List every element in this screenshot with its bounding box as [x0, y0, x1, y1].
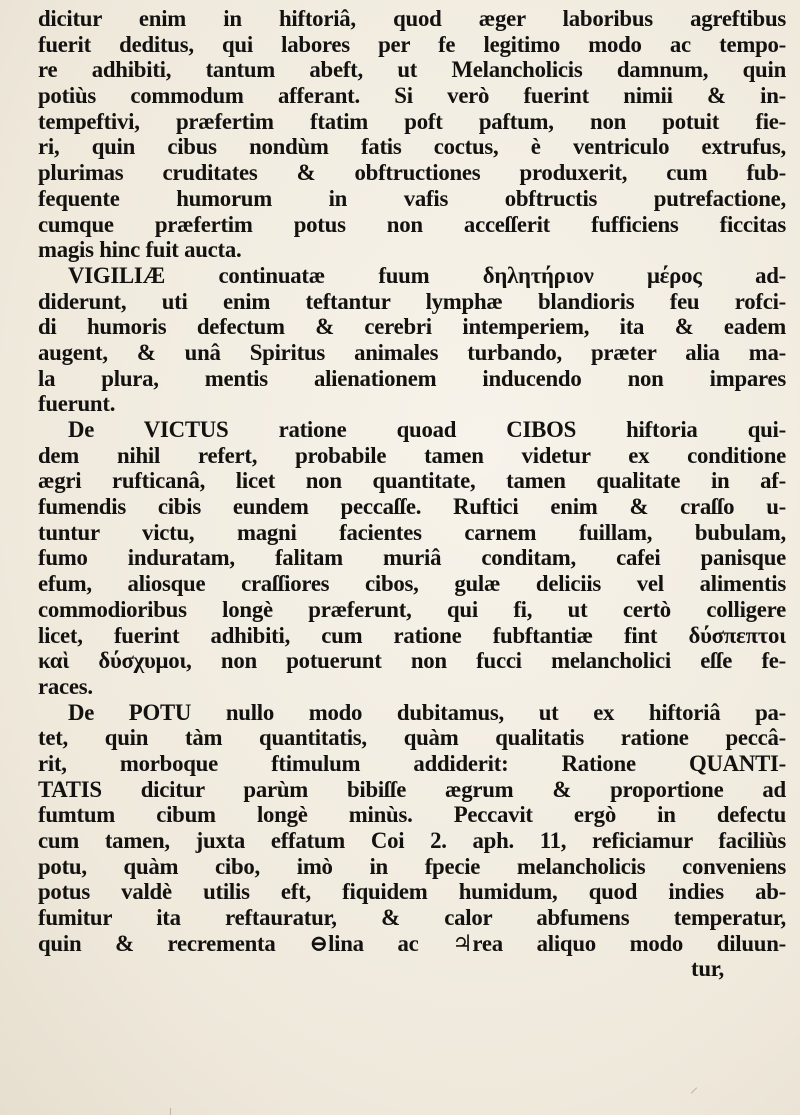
text-line: fequente humorum in vafis obftructis putrefactione,	[38, 185, 786, 211]
text-line: tempeftivi, præfertim ftatim poft paftum, non potuit fie-	[38, 108, 786, 134]
text-line: cum tamen, juxta effatum Coi 2. aph. 11, reficiamur faciliùs	[38, 828, 786, 853]
text-line: re adhibiti, tantum abeft, ut Melancholicis damnum, quin	[38, 57, 786, 83]
text-line: dicitur enim in hiftoriâ, quod æger laboribus agreftibus	[38, 6, 786, 31]
text-line: fumendis cibis eundem peccaſſe. Ruftici enim & craſſo u-	[38, 494, 786, 520]
paragraph-vigiliae	[38, 263, 786, 417]
text-line: plurimas cruditates & obftructiones produxerit, cum fub-	[38, 160, 786, 186]
text-line: commodioribus longè præferunt, qui fi, ut certò colligere	[38, 596, 786, 622]
text-line: races.	[38, 673, 93, 699]
paragraph-victus-cibos	[38, 417, 786, 700]
catchword: tur,	[691, 956, 724, 982]
text-line: fuerit deditus, qui labores per fe legitimo modo ac tempo-	[38, 31, 786, 57]
text-line: cumque præfertim potus non acceſſerit fufficiens ficcitas	[38, 211, 786, 237]
page-edge-mark	[691, 1087, 697, 1093]
text-line: καὶ δύσχυμοι, non potuerunt non fucci melancholici eſſe fe-	[38, 648, 786, 674]
page-text	[38, 6, 786, 982]
text-line: rit, morboque ftimulum addiderit: Ratione QUANTI-	[38, 750, 786, 776]
text-line: tuntur victu, magni facientes carnem fuillam, bubulam,	[38, 519, 786, 545]
text-line: potus valdè utilis eft, fiquidem humidum, quod indies ab-	[38, 879, 786, 905]
paragraph-work-and-digestion	[38, 6, 786, 263]
text-line: De POTU nullo modo dubitamus, ut ex hiftoriâ pa-	[68, 699, 786, 725]
text-line: potu, quàm cibo, imò in fpecie melancholicis conveniens	[38, 853, 786, 879]
text-line: fumitur ita reftauratur, & calor abfumens temperatur,	[38, 905, 786, 931]
text-line: licet, fuerint adhibiti, cum ratione fubftantiæ fint δύσπεπτοι	[38, 622, 786, 648]
text-line: la plura, mentis alienationem inducendo non impares	[38, 365, 786, 391]
text-line: TATIS dicitur parùm bibiſſe ægrum & proportione ad	[38, 776, 786, 802]
catchword-line	[38, 956, 786, 982]
text-line: fumo induratam, falitam muriâ conditam, cafei panisque	[38, 545, 786, 571]
text-line: augent, & unâ Spiritus animales turbando, præter alia ma-	[38, 339, 786, 365]
text-line: potiùs commodum afferant. Si verò fuerint nimii & in-	[38, 83, 786, 109]
text-line: ri, quin cibus nondùm fatis coctus, è ventriculo extrufus,	[38, 134, 786, 160]
text-line: dem nihil refert, probabile tamen videtur ex conditione	[38, 442, 786, 468]
text-line: VIGILIÆ continuatæ fuum δηλητήριον μέρος ad-	[68, 262, 786, 288]
text-line: fuerunt.	[38, 391, 116, 417]
text-line: diderunt, uti enim teftantur lymphæ blandioris feu rofci-	[38, 288, 786, 314]
paragraph-potu	[38, 700, 786, 957]
text-line: di humoris defectum & cerebri intemperiem, ita & eadem	[38, 314, 786, 340]
text-line: magis hinc fuit aucta.	[38, 237, 242, 263]
text-line: efum, aliosque craſſiores cibos, gulæ deliciis vel alimentis	[38, 571, 786, 597]
text-line: fumtum cibum longè minùs. Peccavit ergò in defectu	[38, 802, 786, 828]
page-edge-mark	[170, 1108, 171, 1115]
text-line: quin & recrementa ⊖lina ac ♃rea aliquo modo diluun-	[38, 930, 786, 956]
text-line: ægri rufticanâ, licet non quantitate, tamen qualitate in af-	[38, 468, 786, 494]
text-line: De VICTUS ratione quoad CIBOS hiftoria qui-	[68, 417, 786, 442]
text-line: tet, quin tàm quantitatis, quàm qualitatis ratione peccâ-	[38, 725, 786, 751]
